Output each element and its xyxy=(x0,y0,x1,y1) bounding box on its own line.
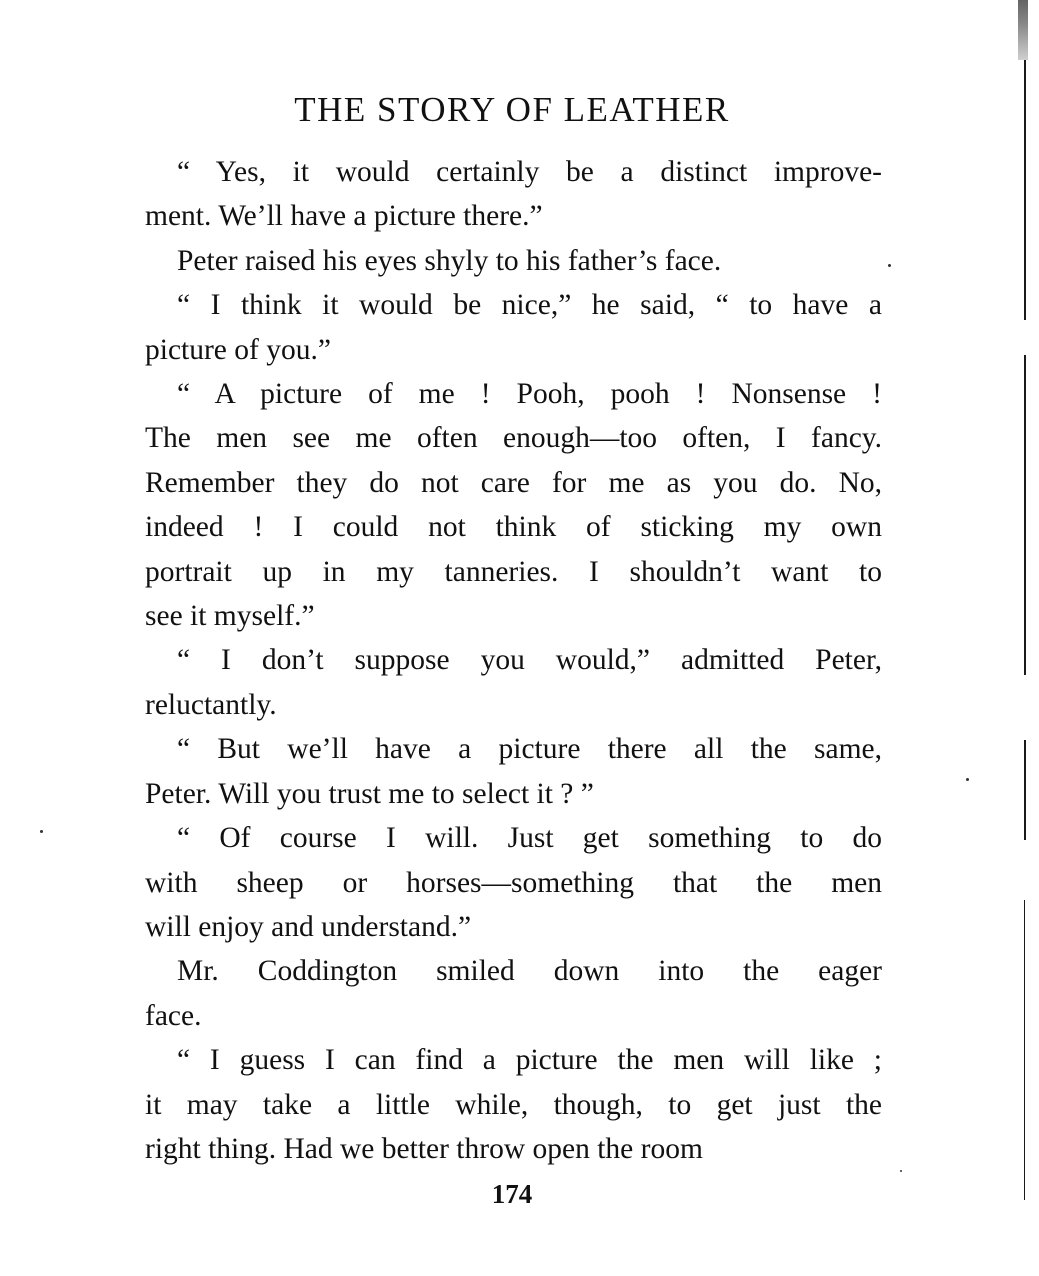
text-line: The men see me often enough—too often, I fancy. xyxy=(145,422,882,455)
text-line: “ I don’t suppose you would,” admitted Peter, xyxy=(177,644,882,677)
text-line: “ I think it would be nice,” he said, “ to have a xyxy=(177,289,882,322)
text-line: see it myself.” xyxy=(145,600,315,633)
paragraph xyxy=(145,150,882,239)
text-line: reluctantly. xyxy=(145,688,277,721)
text-line: will enjoy and understand.” xyxy=(145,910,472,943)
text-line: Remember they do not care for me as you do. No, xyxy=(145,466,882,499)
text-line: Peter raised his eyes shyly to his father’s face. xyxy=(177,244,722,277)
scan-speck xyxy=(888,264,891,267)
text-line: Mr. Coddington smiled down into the eager xyxy=(177,955,882,988)
scan-speck xyxy=(900,1170,902,1172)
scan-edge-mark xyxy=(1018,0,1028,60)
text-line: face. xyxy=(145,999,202,1032)
text-line: it may take a little while, though, to get just the xyxy=(145,1088,882,1121)
paragraph xyxy=(145,239,882,283)
paragraph xyxy=(145,1038,882,1171)
scan-edge-line xyxy=(1024,60,1026,320)
scan-edge-line xyxy=(1024,740,1026,840)
text-line: indeed ! I could not think of sticking my own xyxy=(145,511,882,544)
paragraph xyxy=(145,638,882,727)
page-number: 174 xyxy=(491,1179,533,1209)
text-line: ment. We’ll have a picture there.” xyxy=(145,200,543,233)
scan-speck xyxy=(40,830,43,833)
paragraph xyxy=(145,816,882,949)
paragraph xyxy=(145,283,882,372)
text-line: “ A picture of me ! Pooh, pooh ! Nonsense ! xyxy=(177,378,882,411)
running-head: THE STORY OF LEATHER xyxy=(294,90,730,129)
text-line: right thing. Had we better throw open the room xyxy=(145,1132,703,1165)
paragraph xyxy=(145,372,882,638)
scan-edge-line xyxy=(1024,900,1025,1200)
paragraph xyxy=(145,727,882,816)
text-line: portrait up in my tanneries. I shouldn’t want to xyxy=(145,555,882,588)
text-line: “ I guess I can find a picture the men will like ; xyxy=(177,1044,882,1077)
text-line: “ Yes, it would certainly be a distinct improve- xyxy=(177,156,882,188)
text-line: with sheep or horses—something that the men xyxy=(145,866,882,899)
scan-edge-line xyxy=(1024,355,1026,675)
scan-speck xyxy=(966,778,969,781)
text-line: picture of you.” xyxy=(145,333,331,366)
paragraph xyxy=(145,949,882,1038)
text-line: Peter. Will you trust me to select it ? ” xyxy=(145,777,594,810)
body-text xyxy=(145,150,882,1171)
text-line: “ Of course I will. Just get something to do xyxy=(177,822,882,855)
text-line: “ But we’ll have a picture there all the same, xyxy=(177,733,882,766)
